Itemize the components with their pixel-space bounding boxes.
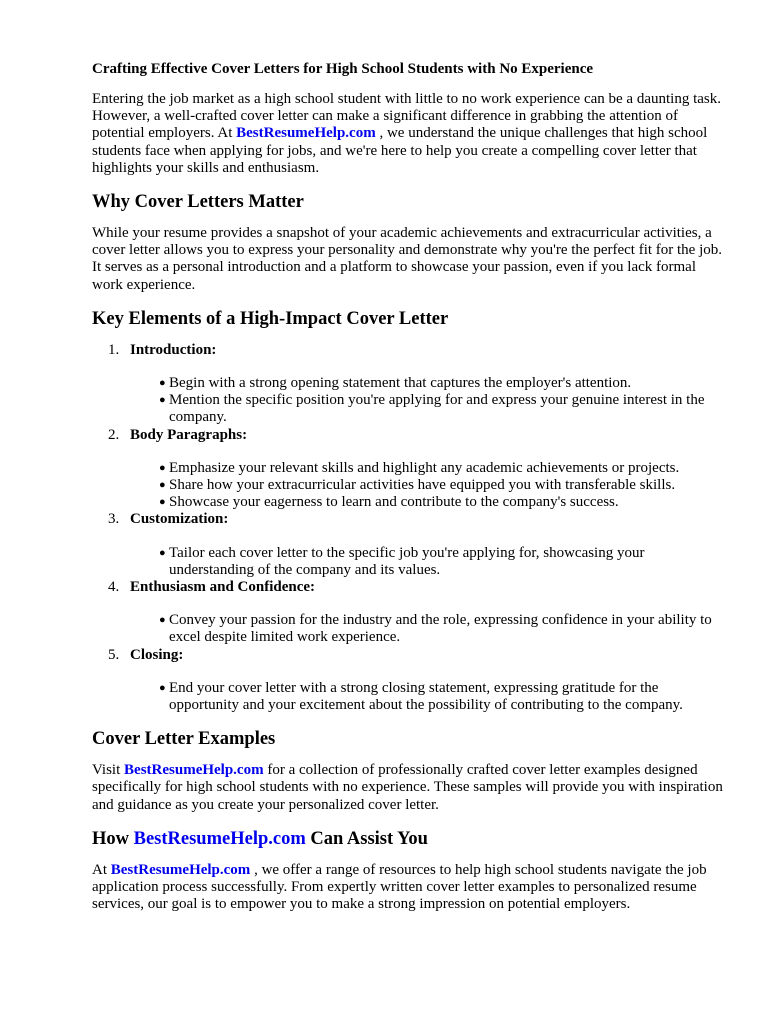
bullet-list <box>92 444 724 512</box>
examples-text-before: Visit <box>92 762 125 779</box>
item-title: Customization: <box>130 511 229 528</box>
bullet-item <box>92 545 724 579</box>
bullet-icon: ● <box>159 394 166 407</box>
item-title: Enthusiasm and Confidence: <box>130 579 316 596</box>
bullet-item <box>92 494 724 511</box>
bullet-list <box>92 359 724 427</box>
bullet-item <box>92 375 724 392</box>
how-heading-link[interactable]: BestResumeHelp.com <box>133 828 306 849</box>
item-title: Introduction: <box>130 341 217 358</box>
how-text-after: , we offer a range of resources to help high school students navigate the job application process successfully. From expertly written cover letter examples to personalized resume services, our goal is to empower you to make a strong impression on potential employers. <box>92 861 707 913</box>
examples-paragraph <box>92 762 724 814</box>
bullet-icon: ● <box>159 461 166 474</box>
bullet-list <box>92 664 724 714</box>
key-elements-list <box>92 342 724 714</box>
why-heading: Why Cover Letters Matter <box>92 192 304 213</box>
item-title: Closing: <box>130 646 184 663</box>
how-heading-after: Can Assist You <box>305 828 428 849</box>
examples-heading: Cover Letter Examples <box>92 729 276 750</box>
bullet-icon: ● <box>159 614 166 627</box>
bullet-item <box>92 477 724 494</box>
bullet-icon: ● <box>159 479 166 492</box>
list-item-introduction <box>92 342 724 427</box>
item-title: Body Paragraphs: <box>130 426 248 443</box>
bullet-item <box>92 612 724 646</box>
intro-site-link[interactable]: BestResumeHelp.com <box>236 125 376 142</box>
how-heading-before: How <box>92 828 134 849</box>
key-elements-heading: Key Elements of a High-Impact Cover Letter <box>92 308 449 329</box>
item-number: 5. <box>108 646 120 663</box>
list-item-customization <box>92 511 724 579</box>
bullet-icon: ● <box>159 681 166 694</box>
examples-site-link[interactable]: BestResumeHelp.com <box>124 762 264 779</box>
bullet-text: Showcase your eagerness to learn and contribute to the company's success. <box>169 494 619 511</box>
bullet-list <box>92 529 724 579</box>
bullet-text: Share how your extracurricular activities have equipped you with transferable skills. <box>169 477 676 494</box>
bullet-icon: ● <box>159 496 166 509</box>
how-site-link[interactable]: BestResumeHelp.com <box>110 861 251 878</box>
bullet-icon: ● <box>159 377 166 390</box>
bullet-item <box>92 392 724 426</box>
bullet-item <box>92 460 724 477</box>
item-number: 4. <box>108 579 120 596</box>
how-paragraph <box>92 862 724 914</box>
how-heading <box>92 828 724 850</box>
list-item-closing <box>92 647 724 715</box>
how-text-before: At <box>92 861 111 878</box>
bullet-icon: ● <box>159 546 166 559</box>
document-title: Crafting Effective Cover Letters for High School Students with No Experience <box>92 61 594 77</box>
list-item-body-paragraphs <box>92 427 724 512</box>
item-number: 3. <box>108 511 120 528</box>
bullet-text: Tailor each cover letter to the specific job you're applying for, showcasing your understanding of the company and its values. <box>169 544 645 578</box>
bullet-text: End your cover letter with a strong closing statement, expressing gratitude for the opportunity and your excitement about the possibility of contributing to the company. <box>169 679 683 714</box>
item-number: 2. <box>108 426 120 443</box>
item-number: 1. <box>108 341 120 358</box>
intro-paragraph <box>92 91 724 177</box>
intro-text-before: Entering the job market as a high school student with little to no work experience can be a daunting task. However, a well-crafted cover letter can make a significant difference in grabbing the attention of potential employers. At <box>92 91 721 142</box>
bullet-text: Begin with a strong opening statement that captures the employer's attention. <box>169 375 632 392</box>
bullet-item <box>92 680 724 714</box>
bullet-text: Emphasize your relevant skills and highlight any academic achievements or projects. <box>169 459 680 476</box>
bullet-list <box>92 596 724 646</box>
intro-text-after: , we understand the unique challenges that high school students face when applying for jobs, and we're here to help you create a compelling cover letter that highlights your skills and enthusiasm. <box>92 125 708 176</box>
examples-text-after: for a collection of professionally crafted cover letter examples designed specifically for high school students with no experience. These samples will provide you with inspiration and guidance as you create your personalized cover letter. <box>92 762 723 813</box>
bullet-text: Convey your passion for the industry and the role, expressing confidence in your ability to excel despite limited work experience. <box>169 612 712 646</box>
list-item-enthusiasm <box>92 579 724 647</box>
why-paragraph: While your resume provides a snapshot of your academic achievements and extracurricular activities, a cover letter allows you to express your personality and demonstrate why you're the perfect fit for the job. It serves as a personal introduction and a platform to showcase your passion, even if you lack formal work experience. <box>92 225 723 293</box>
bullet-text: Mention the specific position you're applying for and express your genuine interest in the company. <box>169 392 705 426</box>
